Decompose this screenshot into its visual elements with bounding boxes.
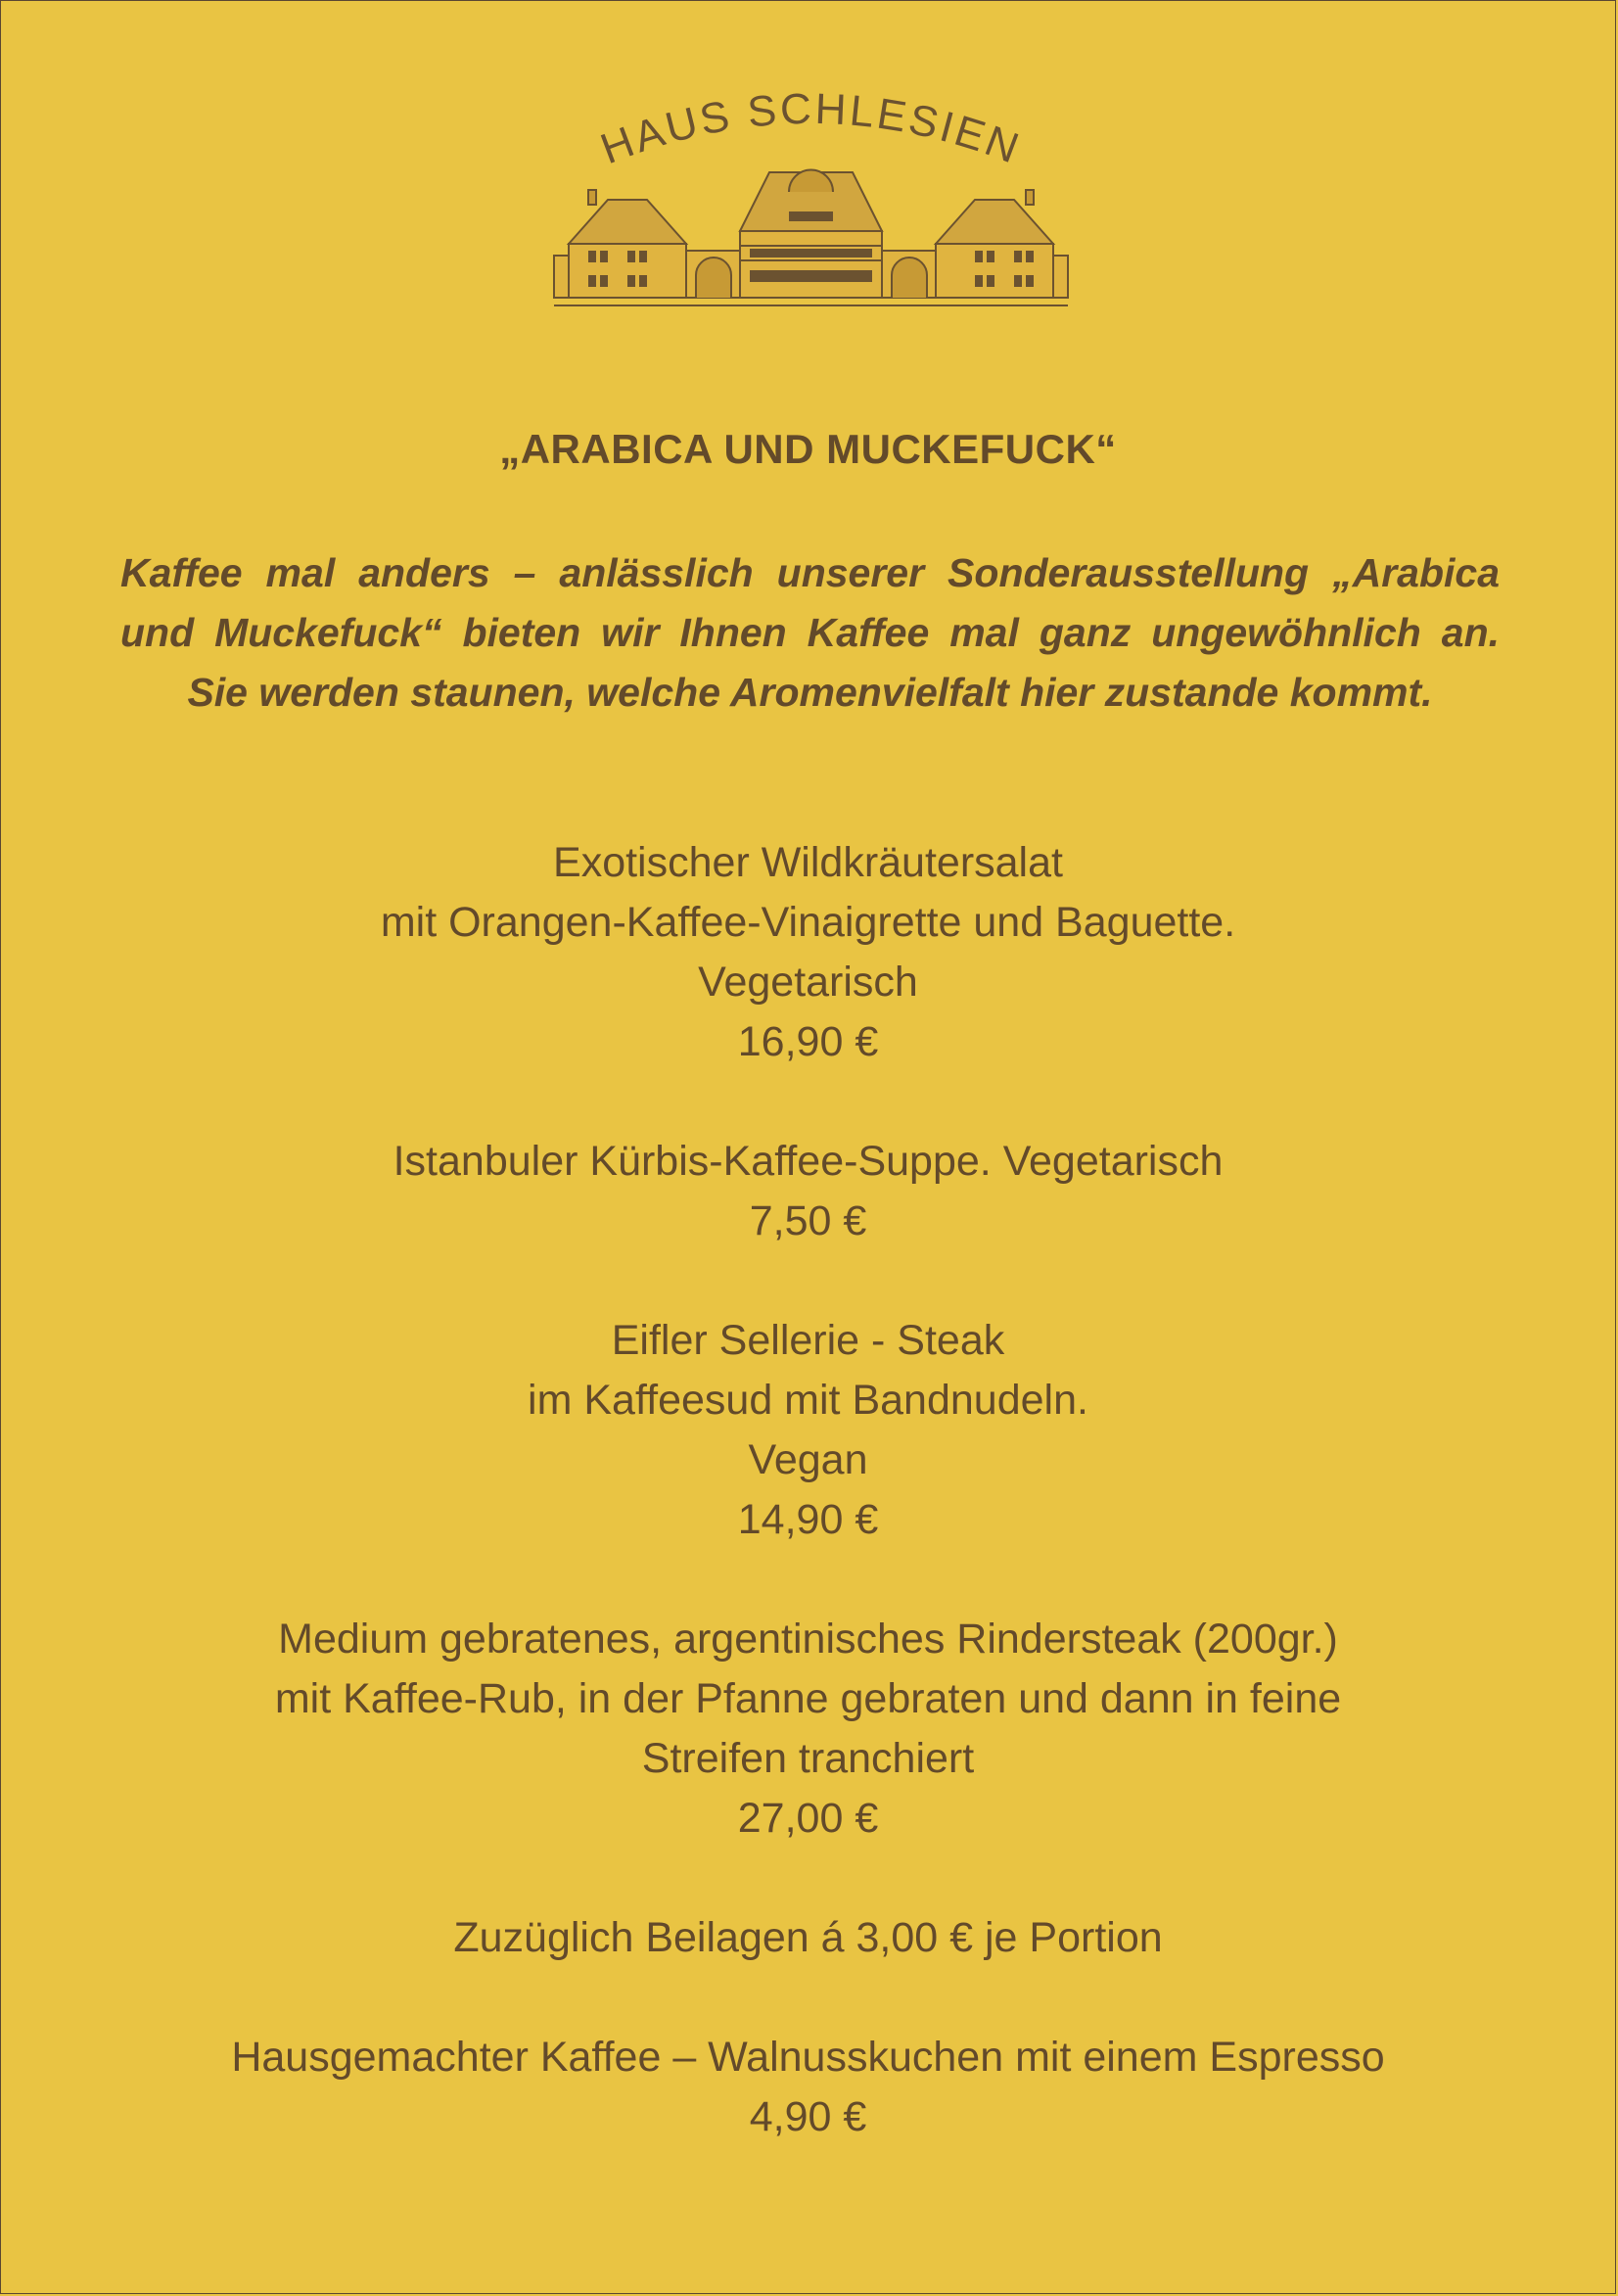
menu-item-wildkraeutersalat [1,833,1615,1072]
menu-item-walnusskuchen [1,2028,1615,2147]
dish-description: Streifen tranchiert [641,1735,975,1782]
dish-name: Medium gebratenes, argentinisches Rindersteak (200gr.) [278,1616,1338,1663]
menu-list [1,833,1615,2207]
intro-line: Kaffee mal anders – anlässlich unserer Sonderausstellung „Arabica [120,550,1500,595]
dish-name: Hausgemachter Kaffee – Walnusskuchen mit einem Espresso [231,2034,1385,2081]
logo-text: HAUS SCHLESIEN [594,84,1028,174]
dish-price: 14,90 € [737,1496,879,1543]
dish-price: 7,50 € [749,1197,867,1244]
haus-schlesien-logo [549,84,1073,319]
dish-name: Exotischer Wildkräutersalat [553,839,1063,886]
menu-item-sellerie-steak [1,1311,1615,1550]
dish-name: Eifler Sellerie - Steak [611,1317,1005,1364]
intro-line: und Muckefuck“ bieten wir Ihnen Kaffee mal ganz ungewöhnlich an. [120,610,1500,655]
side-dish-note: Zuzüglich Beilagen á 3,00 € je Portion [453,1914,1163,1961]
dish-price: 27,00 € [737,1795,879,1842]
dish-diet: Vegan [748,1436,868,1483]
dish-description: mit Orangen-Kaffee-Vinaigrette und Baguette. [380,899,1236,946]
dish-price: 16,90 € [737,1018,879,1065]
intro-paragraph [120,543,1500,723]
menu-item-kuerbis-suppe [1,1132,1615,1251]
menu-note-beilagen [1,1908,1615,1968]
menu-item-rindersteak [1,1610,1615,1849]
dish-price: 4,90 € [749,2093,867,2140]
dish-description: im Kaffeesud mit Bandnudeln. [528,1377,1088,1424]
dish-name: Istanbuler Kürbis-Kaffee-Suppe. Vegetarisch [393,1138,1224,1185]
dish-diet: Vegetarisch [698,959,918,1006]
exhibition-title: „ARABICA UND MUCKEFUCK“ [499,426,1117,472]
intro-line: Sie werden staunen, welche Aromenvielfalt hier zustande kommt. [187,670,1433,715]
dish-description: mit Kaffee-Rub, in der Pfanne gebraten und dann in feine [274,1675,1342,1722]
